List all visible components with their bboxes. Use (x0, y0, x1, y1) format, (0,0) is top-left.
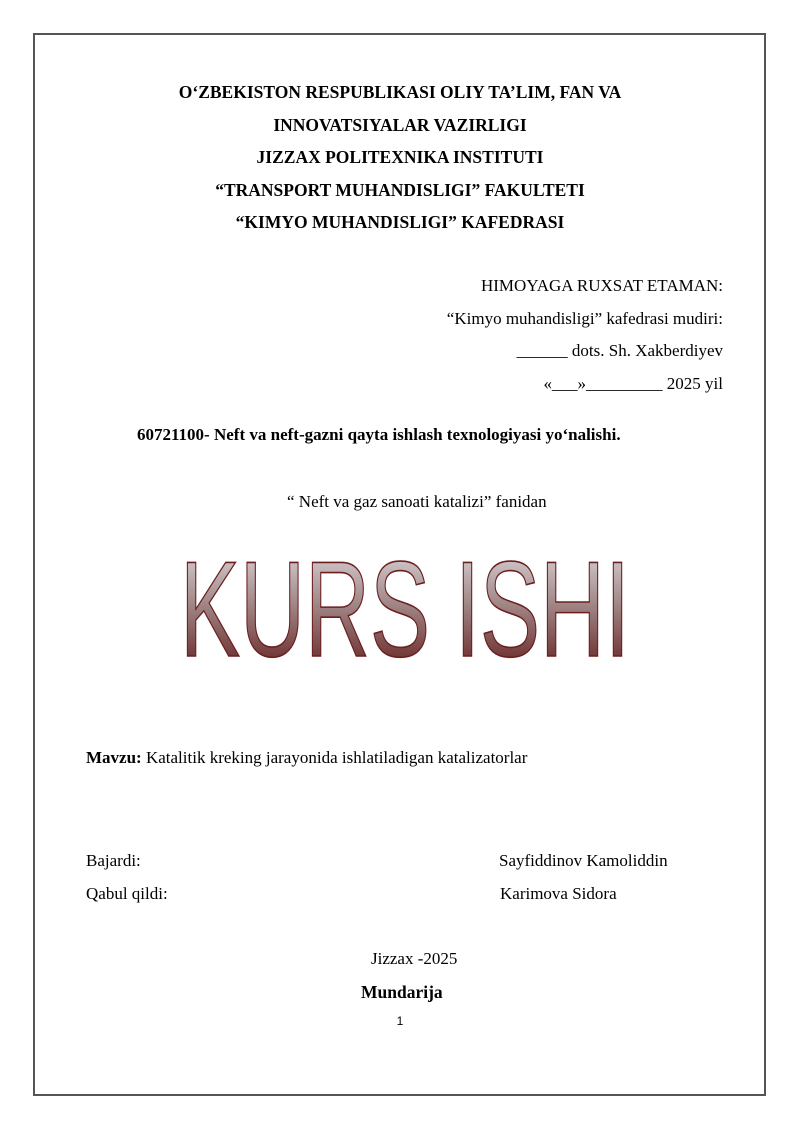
topic-line (86, 748, 527, 768)
header-line-5: “KIMYO MUHANDISLIGI” KAFEDRASI (235, 212, 565, 232)
approval-position: “Kimyo muhandisligi” kafedrasi mudiri: (446, 308, 723, 328)
study-direction: 60721100- Neft va neft-gazni qayta ishlash texnologiyasi yo‘nalishi. (137, 425, 621, 444)
header-line-1: O‘ZBEKISTON RESPUBLIKASI OLIY TA’LIM, FAN VA (178, 82, 622, 102)
approval-signature: ______ dots. Sh. Xakberdiyev (516, 341, 723, 360)
contents-heading: Mundarija (361, 982, 443, 1002)
accepted-by-name: Karimova Sidora (500, 884, 617, 903)
done-by-label: Bajardi: (86, 851, 141, 870)
city-year: Jizzax -2025 (371, 949, 458, 968)
page-number: 1 (396, 1014, 404, 1028)
header-line-2: INNOVATSIYALAR VAZIRLIGI (273, 114, 527, 135)
approval-block (447, 270, 723, 400)
ministry-header (0, 76, 800, 239)
approval-date: «___»_________ 2025 yil (543, 373, 723, 393)
header-line-3: JIZZAX POLITEXNIKA INSTITUTI (256, 147, 544, 167)
done-by-name: Sayfiddinov Kamoliddin (499, 851, 668, 870)
kurs-ishi-title-art (175, 533, 635, 685)
kurs-ishi-title-text: KURS ISHI (180, 533, 630, 685)
accepted-by-label: Qabul qildi: (86, 884, 168, 903)
approval-title: HIMOYAGA RUXSAT ETAMAN: (480, 276, 723, 295)
course-subject: “ Neft va gaz sanoati katalizi” fanidan (287, 492, 547, 511)
topic-value: Katalitik kreking jarayonida ishlatiladigan katalizatorlar (141, 748, 528, 767)
topic-label: Mavzu: (86, 748, 142, 767)
header-line-4: “TRANSPORT MUHANDISLIGI” FAKULTETI (215, 179, 585, 200)
